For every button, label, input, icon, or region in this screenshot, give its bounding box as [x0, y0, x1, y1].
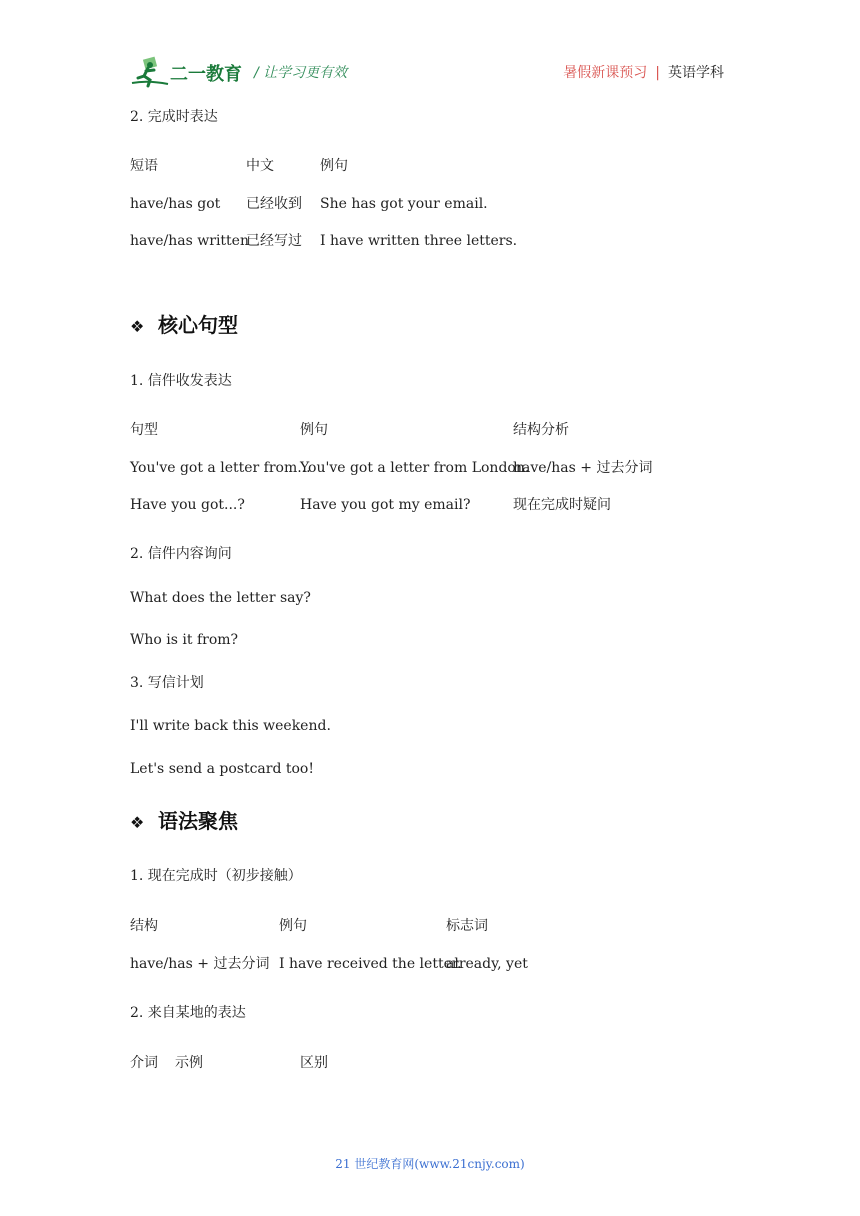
grammar-g1-row-1-example: I have received the letter.: [279, 956, 462, 972]
core-s1-header-analysis: 结构分析: [513, 422, 569, 438]
grammar-g1-header-structure: 结构: [130, 918, 158, 934]
core-heading: [130, 313, 238, 339]
subject-name: 英语学科: [668, 65, 724, 81]
brand-logo: [130, 56, 248, 88]
perfect-row-2-example: I have written three letters.: [320, 233, 518, 249]
core-s2-line-2: Who is it from?: [130, 632, 239, 648]
grammar-g2-header-difference: 区别: [300, 1055, 328, 1071]
core-s3-line-2: Let's send a postcard too!: [130, 761, 314, 777]
core-s1-title: 1. 信件收发表达: [130, 373, 232, 389]
slogan: / 让学习更有效: [254, 65, 348, 81]
perfect-header-phrase: 短语: [130, 158, 158, 174]
perfect-header-example: 例句: [320, 158, 348, 174]
perfect-row-1-chinese: 已经收到: [246, 196, 302, 212]
core-s1-row-2-example: Have you got my email?: [300, 497, 471, 513]
diamond-bullet-icon: ❖: [130, 317, 145, 336]
runner-logo-icon: [130, 56, 170, 88]
course-name: 暑假新课预习: [563, 65, 648, 81]
perfect-row-1-phrase: have/has got: [130, 196, 221, 212]
grammar-g2-header-preposition: 介词: [130, 1055, 158, 1071]
footer-source: 21 世纪教育网(www.21cnjy.com): [335, 1157, 525, 1171]
grammar-g1-header-example: 例句: [279, 918, 307, 934]
core-s1-row-1-example: You've got a letter from London.: [300, 460, 530, 476]
core-s1-header-pattern: 句型: [130, 422, 158, 438]
perfect-row-1-example: She has got your email.: [320, 196, 488, 212]
core-s3-line-1: I'll write back this weekend.: [130, 718, 331, 734]
grammar-g1-row-1-signal: already, yet: [446, 956, 528, 972]
core-s1-header-example: 例句: [300, 422, 328, 438]
grammar-heading-text: 语法聚焦: [158, 809, 238, 833]
perfect-row-2-chinese: 已经写过: [246, 233, 302, 249]
core-s1-row-2-pattern: Have you got...?: [130, 497, 245, 513]
brand-name: 二一教育: [170, 64, 242, 85]
core-heading-text: 核心句型: [158, 313, 238, 337]
core-s1-row-1-analysis: have/has + 过去分词: [513, 460, 653, 476]
grammar-g2-title: 2. 来自某地的表达: [130, 1005, 246, 1021]
core-s3-title: 3. 写信计划: [130, 675, 204, 691]
grammar-heading: [130, 809, 238, 835]
perfect-header-chinese: 中文: [246, 158, 274, 174]
perfect-title: 2. 完成时表达: [130, 109, 218, 125]
core-s1-row-1-pattern: You've got a letter from...: [130, 460, 311, 476]
grammar-g1-row-1-structure: have/has + 过去分词: [130, 956, 270, 972]
diamond-bullet-icon: ❖: [130, 813, 145, 832]
core-s2-title: 2. 信件内容询问: [130, 546, 232, 562]
perfect-row-2-phrase: have/has written: [130, 233, 249, 249]
grammar-g1-header-signal: 标志词: [446, 918, 488, 934]
core-s1-row-2-analysis: 现在完成时疑问: [513, 497, 611, 513]
grammar-g1-title: 1. 现在完成时（初步接触）: [130, 868, 302, 884]
header-right: [563, 62, 724, 82]
core-s2-line-1: What does the letter say?: [130, 590, 311, 606]
header-separator: |: [655, 65, 660, 81]
grammar-g2-header-example: 示例: [175, 1055, 203, 1071]
